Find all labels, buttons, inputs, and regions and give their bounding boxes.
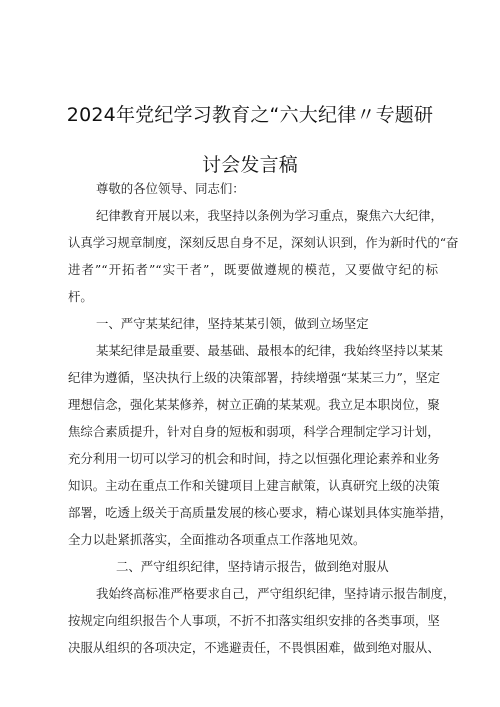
paragraph-line: 焦综合素质提升，针对自身的短板和弱项，科学合理制定学习计划，: [68, 424, 440, 439]
paragraph-line: 纪律为遵循，坚决执行上级的决策部署，持续增强“某某三力”，坚定: [68, 370, 440, 385]
paragraph-line: 全力以赴紧抓落实，全面推动各项重点工作落地见效。: [68, 532, 366, 547]
document-title-line-2: 讨会发言稿: [201, 154, 298, 176]
document-title-line-1: 2024年党纪学习教育之“六大纪律〃专题研: [66, 104, 434, 126]
paragraph-line: 部署，吃透上级关于高质量发展的核心要求，精心谋划具体实施举措，: [68, 505, 453, 520]
section-heading-1: 一、严守某某纪律，坚持某某引领，做到立场坚定: [96, 316, 369, 331]
salutation: 尊敬的各位领导、同志们：: [96, 181, 245, 196]
paragraph-line: 某某纪律是最重要、最基础、最根本的纪律，我始终坚持以某某: [96, 343, 443, 358]
paragraph-line: 纪律教育开展以来，我坚持以条例为学习重点，聚焦六大纪律，: [96, 208, 443, 223]
paragraph-line: 杆。: [68, 289, 93, 304]
paragraph-line: 充分利用一切可以学习的机会和时间，持之以恒强化理论素养和业务: [68, 451, 440, 466]
section-heading-2: 二、严守组织纪律，坚持请示报告，做到绝对服从: [116, 559, 389, 574]
paragraph-line: 决服从组织的各项决定，不逃避责任，不畏惧困难，做到绝对服从、: [68, 640, 440, 655]
paragraph-line: 认真学习规章制度，深刻反思自身不足，深刻认识到，作为新时代的“奋: [68, 235, 459, 250]
paragraph-line: 理想信念，强化某某修养，树立正确的某某观。我立足本职岗位，聚: [68, 397, 440, 412]
paragraph-line: 知识。主动在重点工作和关键项目上建言献策，认真研究上级的决策: [68, 478, 440, 493]
paragraph-line: 按规定向组织报告个人事项，不折不扣落实组织安排的各类事项，坚: [68, 613, 440, 628]
paragraph-line: 我始终高标准严格要求自己，严守组织纪律，坚持请示报告制度，: [96, 586, 456, 601]
paragraph-line: 进者”“开拓者”“实干者”，既要做遵规的模范，又要做守纪的标: [68, 262, 438, 277]
